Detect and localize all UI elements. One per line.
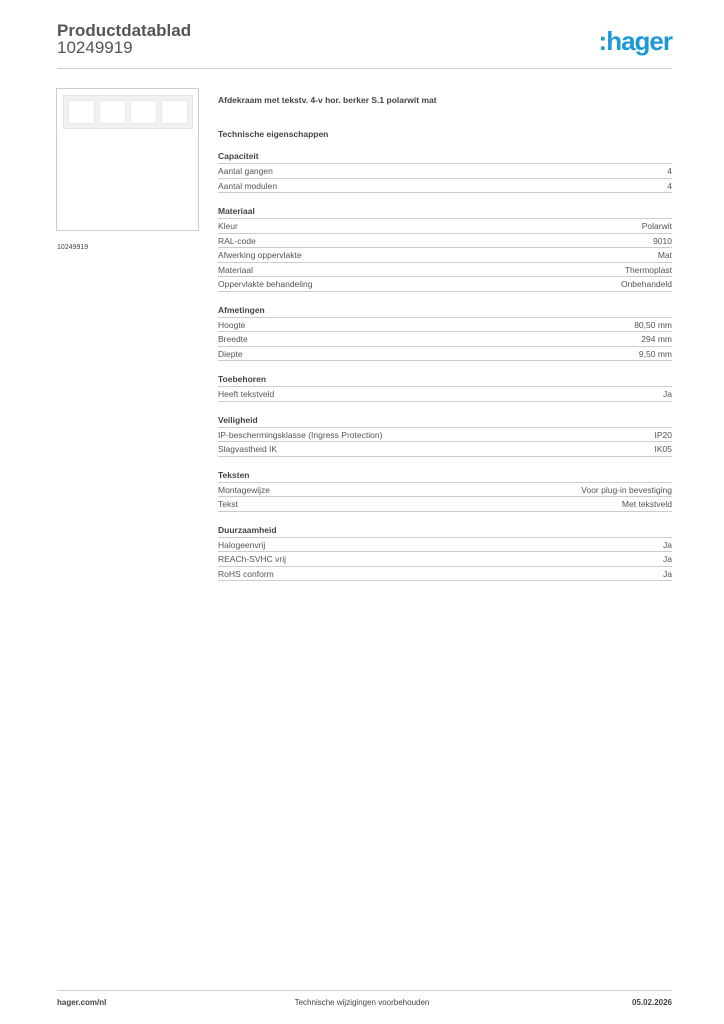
property-value: Ja [663,539,672,550]
section-toebehoren [218,372,672,402]
property-row [218,538,672,553]
property-label: RAL-code [218,235,256,246]
property-row [218,234,672,249]
property-row [218,387,672,402]
property-value: 80,50 mm [634,319,672,330]
property-row [218,219,672,234]
property-row [218,428,672,443]
footer-date: 05.02.2026 [631,998,672,1007]
section-title: Technische eigenschappen [218,129,329,139]
product-image [56,88,199,231]
property-value: 4 [667,166,672,176]
properties-sections [218,149,672,581]
property-value: Ja [663,389,672,399]
property-label: Afwerking oppervlakte [218,250,302,260]
section-capaciteit [218,149,672,193]
property-row [218,497,672,512]
section-teksten [218,468,672,512]
property-value: Mat [657,250,672,260]
property-value: Onbehandeld [620,279,672,289]
property-value: Ja [663,568,672,579]
section-heading: Duurzaamheid [218,523,672,538]
property-label: Tekst [218,499,238,509]
property-row [218,552,672,567]
property-label: Diepte [218,348,243,359]
footer-notice: Technische wijzigingen voorbehouden [294,998,430,1007]
property-value: 294 mm [641,334,672,344]
property-row [218,263,672,278]
property-value: 9,50 mm [638,348,672,359]
footer-divider [57,990,672,991]
cover-frame-illustration [63,95,193,129]
page-title: Productdatablad [57,21,192,40]
product-title: Afdekraam met tekstv. 4-v hor. berker S.1 polarwit mat [218,95,437,105]
property-label: Aantal gangen [218,166,273,176]
property-value: Met tekstveld [621,499,672,509]
property-label: RoHS conform [218,568,274,579]
property-value: 9010 [653,235,672,246]
property-row [218,483,672,498]
property-label: REACh-SVHC vrij [218,554,287,564]
property-row [218,164,672,179]
property-label: Slagvastheid IK [218,444,278,454]
footer-website[interactable]: hager.com/nl [57,998,107,1007]
section-afmetingen [218,303,672,362]
property-label: IP-beschermingsklasse (Ingress Protection) [218,429,383,440]
hager-logo: :hager [598,26,672,56]
property-label: Heeft tekstveld [218,389,275,399]
section-heading: Materiaal [218,204,672,219]
section-heading: Teksten [218,468,672,483]
property-row [218,248,672,263]
property-value: Voor plug-in bevestiging [581,484,672,495]
property-label: Breedte [218,334,248,344]
property-row [218,277,672,292]
property-row [218,347,672,362]
section-heading: Capaciteit [218,149,672,164]
property-label: Halogeenvrij [218,539,266,550]
property-value: Ja [663,554,672,564]
property-value: IP20 [654,429,672,440]
property-label: Aantal modulen [218,180,278,191]
product-details [218,95,672,581]
property-value: 4 [667,180,672,191]
section-duurzaamheid [218,523,672,582]
image-caption: 10249919 [57,244,89,251]
product-id: 10249919 [57,38,133,57]
property-value: Thermoplast [624,264,672,275]
section-heading: Afmetingen [218,303,672,318]
property-row [218,567,672,582]
property-label: Hoogte [218,319,246,330]
header-divider [57,68,672,69]
property-value: IK05 [654,444,672,454]
section-materiaal [218,204,672,292]
property-row [218,442,672,457]
property-value: Polarwit [641,221,672,231]
section-veiligheid [218,413,672,457]
property-label: Materiaal [218,264,253,275]
section-heading: Toebehoren [218,372,672,387]
section-heading: Veiligheid [218,413,672,428]
property-label: Kleur [218,221,238,231]
property-label: Montagewijze [218,484,270,495]
property-row [218,332,672,347]
property-row [218,179,672,194]
property-label: Oppervlakte behandeling [218,279,313,289]
property-row [218,318,672,333]
